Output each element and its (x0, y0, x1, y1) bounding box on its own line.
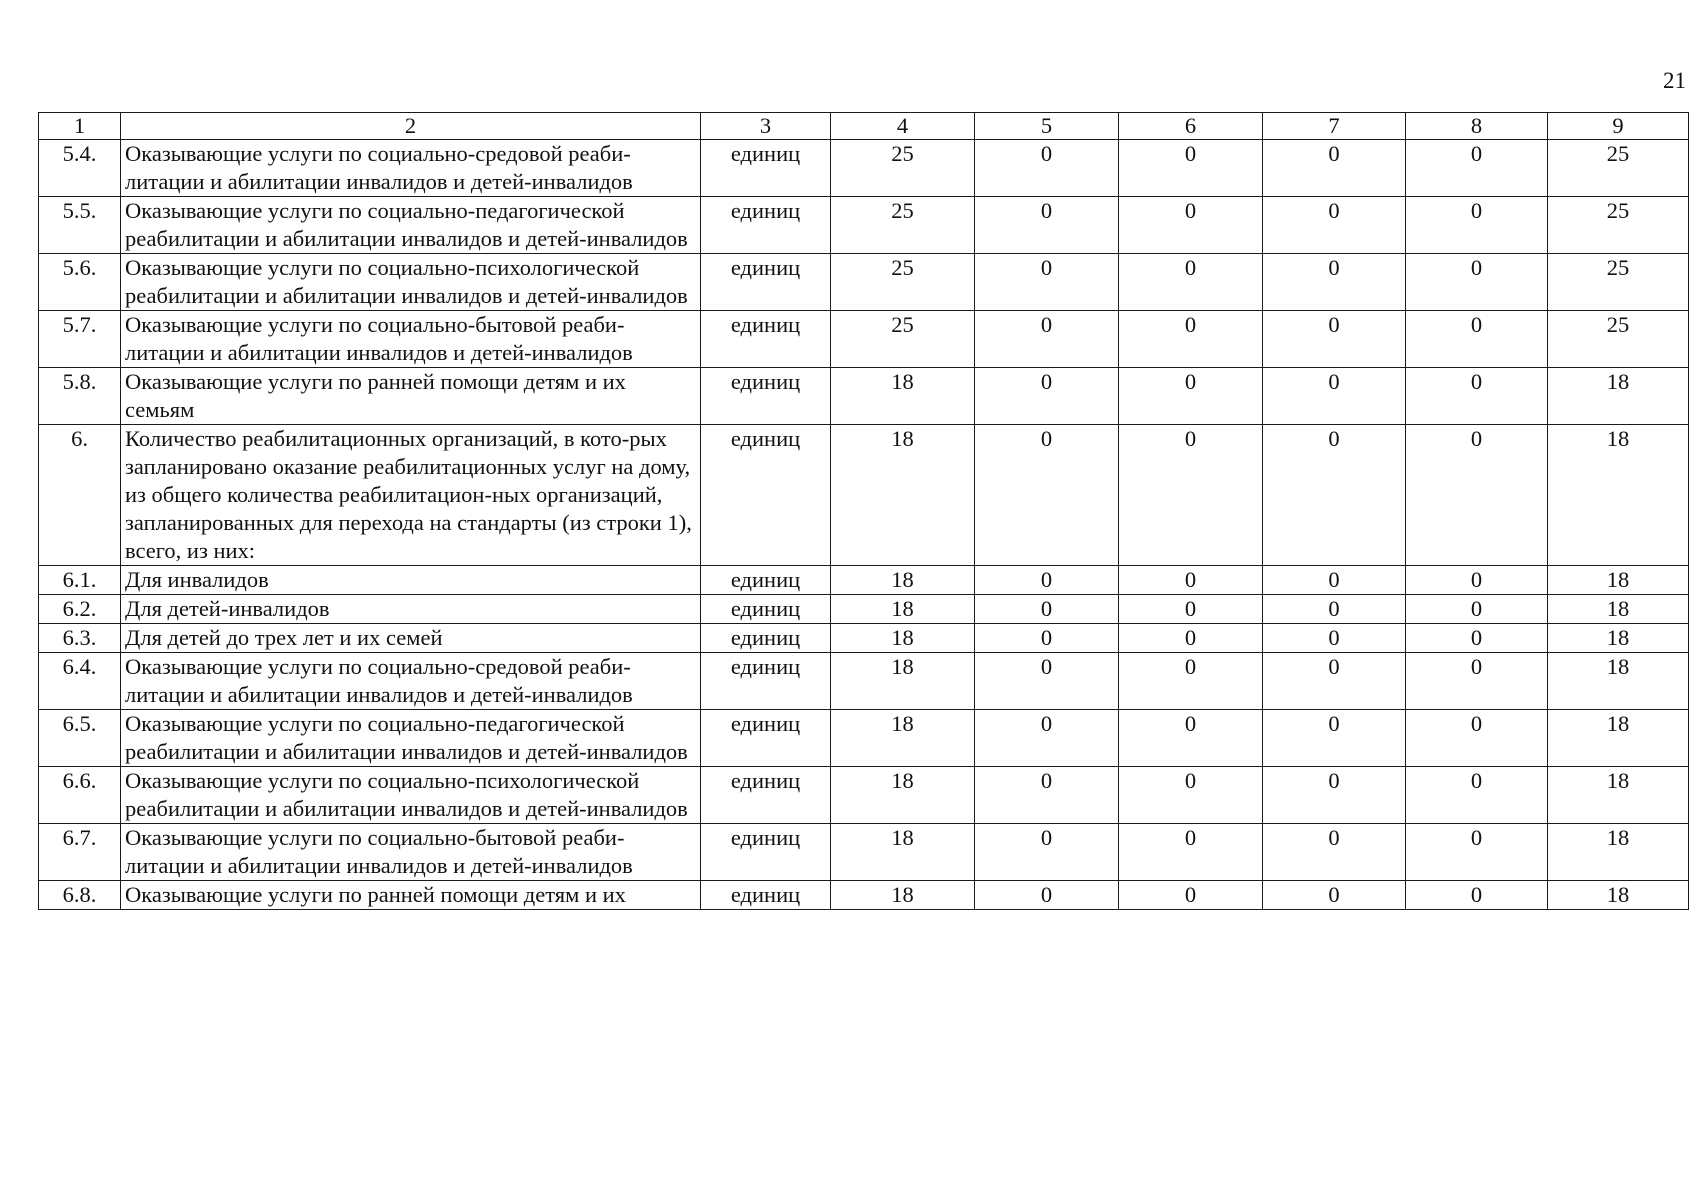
row-description: Оказывающие услуги по социально-бытовой реаби-литации и абилитации инвалидов и детей-инвалидов (121, 824, 701, 881)
row-value-col5: 0 (975, 197, 1119, 254)
row-value-col7: 0 (1263, 368, 1406, 425)
row-value-col4: 25 (831, 140, 975, 197)
row-value-col5: 0 (975, 140, 1119, 197)
row-value-col5: 0 (975, 653, 1119, 710)
row-value-col6: 0 (1119, 368, 1263, 425)
row-value-col8: 0 (1406, 566, 1548, 595)
table-row (39, 824, 1689, 881)
row-number: 5.8. (39, 368, 121, 425)
row-value-col4: 18 (831, 624, 975, 653)
row-value-col6: 0 (1119, 566, 1263, 595)
row-value-col6: 0 (1119, 767, 1263, 824)
row-value-col4: 18 (831, 653, 975, 710)
header-cell-9: 9 (1548, 113, 1689, 140)
row-value-col7: 0 (1263, 425, 1406, 566)
row-value-col9: 18 (1548, 566, 1689, 595)
row-value-col8: 0 (1406, 824, 1548, 881)
row-value-col6: 0 (1119, 881, 1263, 910)
table-row (39, 881, 1689, 910)
row-value-col4: 18 (831, 368, 975, 425)
row-value-col4: 18 (831, 595, 975, 624)
header-cell-2: 2 (121, 113, 701, 140)
data-table (38, 112, 1689, 910)
row-description: Оказывающие услуги по социально-педагогической реабилитации и абилитации инвалидов и детей-инвалидов (121, 197, 701, 254)
row-value-col5: 0 (975, 881, 1119, 910)
row-value-col6: 0 (1119, 624, 1263, 653)
row-value-col9: 18 (1548, 767, 1689, 824)
row-value-col6: 0 (1119, 653, 1263, 710)
header-row (39, 113, 1689, 140)
row-unit: единиц (701, 624, 831, 653)
row-value-col7: 0 (1263, 254, 1406, 311)
header-cell-3: 3 (701, 113, 831, 140)
row-value-col9: 18 (1548, 710, 1689, 767)
row-description: Количество реабилитационных организаций, в кото-рых запланировано оказание реабилитационных услуг на дому, из общего количества реабилитацион-ных организаций, запланированных для перехода на стандарты (из строки 1), всего, из них: (121, 425, 701, 566)
row-unit: единиц (701, 311, 831, 368)
row-value-col9: 18 (1548, 595, 1689, 624)
row-value-col9: 18 (1548, 368, 1689, 425)
row-value-col9: 25 (1548, 311, 1689, 368)
row-number: 6.6. (39, 767, 121, 824)
row-value-col7: 0 (1263, 140, 1406, 197)
row-value-col4: 18 (831, 425, 975, 566)
row-value-col4: 18 (831, 824, 975, 881)
row-unit: единиц (701, 767, 831, 824)
row-value-col6: 0 (1119, 311, 1263, 368)
row-unit: единиц (701, 566, 831, 595)
row-number: 6.2. (39, 595, 121, 624)
row-value-col4: 25 (831, 311, 975, 368)
row-value-col8: 0 (1406, 425, 1548, 566)
row-value-col6: 0 (1119, 197, 1263, 254)
header-cell-4: 4 (831, 113, 975, 140)
row-value-col6: 0 (1119, 425, 1263, 566)
row-value-col8: 0 (1406, 197, 1548, 254)
row-value-col5: 0 (975, 767, 1119, 824)
row-value-col4: 18 (831, 566, 975, 595)
row-value-col7: 0 (1263, 710, 1406, 767)
row-value-col8: 0 (1406, 311, 1548, 368)
row-number: 6. (39, 425, 121, 566)
row-number: 6.8. (39, 881, 121, 910)
row-value-col8: 0 (1406, 140, 1548, 197)
row-unit: единиц (701, 595, 831, 624)
row-number: 6.3. (39, 624, 121, 653)
row-value-col9: 25 (1548, 140, 1689, 197)
row-number: 6.5. (39, 710, 121, 767)
row-value-col5: 0 (975, 710, 1119, 767)
row-value-col8: 0 (1406, 368, 1548, 425)
row-description: Для инвалидов (121, 566, 701, 595)
row-unit: единиц (701, 824, 831, 881)
row-description: Оказывающие услуги по социально-педагогической реабилитации и абилитации инвалидов и детей-инвалидов (121, 710, 701, 767)
row-value-col7: 0 (1263, 624, 1406, 653)
header-cell-1: 1 (39, 113, 121, 140)
row-unit: единиц (701, 140, 831, 197)
row-value-col8: 0 (1406, 710, 1548, 767)
row-number: 6.4. (39, 653, 121, 710)
row-unit: единиц (701, 425, 831, 566)
table-row (39, 140, 1689, 197)
header-cell-7: 7 (1263, 113, 1406, 140)
row-value-col6: 0 (1119, 595, 1263, 624)
header-cell-6: 6 (1119, 113, 1263, 140)
row-value-col8: 0 (1406, 595, 1548, 624)
table-row (39, 197, 1689, 254)
row-description: Оказывающие услуги по социально-бытовой реаби-литации и абилитации инвалидов и детей-инвалидов (121, 311, 701, 368)
row-value-col7: 0 (1263, 311, 1406, 368)
table-row (39, 368, 1689, 425)
row-value-col9: 18 (1548, 653, 1689, 710)
row-value-col4: 25 (831, 197, 975, 254)
table-row (39, 767, 1689, 824)
table-row (39, 425, 1689, 566)
row-value-col7: 0 (1263, 881, 1406, 910)
row-description: Оказывающие услуги по социально-средовой реаби-литации и абилитации инвалидов и детей-инвалидов (121, 653, 701, 710)
row-unit: единиц (701, 368, 831, 425)
header-cell-5: 5 (975, 113, 1119, 140)
row-description: Оказывающие услуги по ранней помощи детям и их семьям (121, 368, 701, 425)
row-number: 5.6. (39, 254, 121, 311)
row-value-col4: 18 (831, 767, 975, 824)
row-value-col7: 0 (1263, 653, 1406, 710)
row-value-col7: 0 (1263, 767, 1406, 824)
row-value-col6: 0 (1119, 710, 1263, 767)
row-unit: единиц (701, 254, 831, 311)
row-value-col9: 18 (1548, 624, 1689, 653)
row-value-col6: 0 (1119, 824, 1263, 881)
table-row (39, 595, 1689, 624)
row-value-col5: 0 (975, 566, 1119, 595)
row-value-col9: 18 (1548, 425, 1689, 566)
table-row (39, 566, 1689, 595)
row-value-col5: 0 (975, 368, 1119, 425)
row-value-col4: 18 (831, 881, 975, 910)
row-number: 5.5. (39, 197, 121, 254)
row-value-col8: 0 (1406, 653, 1548, 710)
row-value-col8: 0 (1406, 624, 1548, 653)
row-number: 5.4. (39, 140, 121, 197)
header-cell-8: 8 (1406, 113, 1548, 140)
row-value-col7: 0 (1263, 595, 1406, 624)
row-value-col8: 0 (1406, 254, 1548, 311)
row-unit: единиц (701, 881, 831, 910)
row-unit: единиц (701, 653, 831, 710)
row-value-col5: 0 (975, 425, 1119, 566)
row-description: Оказывающие услуги по социально-психологической реабилитации и абилитации инвалидов и детей-инвалидов (121, 254, 701, 311)
row-value-col5: 0 (975, 624, 1119, 653)
row-value-col7: 0 (1263, 566, 1406, 595)
row-value-col5: 0 (975, 311, 1119, 368)
row-value-col8: 0 (1406, 767, 1548, 824)
row-unit: единиц (701, 710, 831, 767)
table-row (39, 710, 1689, 767)
row-value-col9: 25 (1548, 197, 1689, 254)
table-row (39, 653, 1689, 710)
row-value-col5: 0 (975, 254, 1119, 311)
row-description: Для детей-инвалидов (121, 595, 701, 624)
row-description: Оказывающие услуги по ранней помощи детям и их (121, 881, 701, 910)
row-value-col5: 0 (975, 595, 1119, 624)
table-row (39, 311, 1689, 368)
row-value-col6: 0 (1119, 254, 1263, 311)
row-unit: единиц (701, 197, 831, 254)
row-value-col7: 0 (1263, 197, 1406, 254)
row-value-col9: 18 (1548, 881, 1689, 910)
row-value-col7: 0 (1263, 824, 1406, 881)
table-row (39, 254, 1689, 311)
row-description: Оказывающие услуги по социально-средовой реаби-литации и абилитации инвалидов и детей-инвалидов (121, 140, 701, 197)
row-value-col9: 25 (1548, 254, 1689, 311)
row-description: Оказывающие услуги по социально-психологической реабилитации и абилитации инвалидов и детей-инвалидов (121, 767, 701, 824)
row-value-col4: 25 (831, 254, 975, 311)
row-value-col4: 18 (831, 710, 975, 767)
row-number: 5.7. (39, 311, 121, 368)
row-value-col5: 0 (975, 824, 1119, 881)
table-row (39, 624, 1689, 653)
row-description: Для детей до трех лет и их семей (121, 624, 701, 653)
page-number: 21 (1663, 68, 1686, 93)
row-value-col8: 0 (1406, 881, 1548, 910)
row-value-col9: 18 (1548, 824, 1689, 881)
row-number: 6.1. (39, 566, 121, 595)
row-number: 6.7. (39, 824, 121, 881)
row-value-col6: 0 (1119, 140, 1263, 197)
